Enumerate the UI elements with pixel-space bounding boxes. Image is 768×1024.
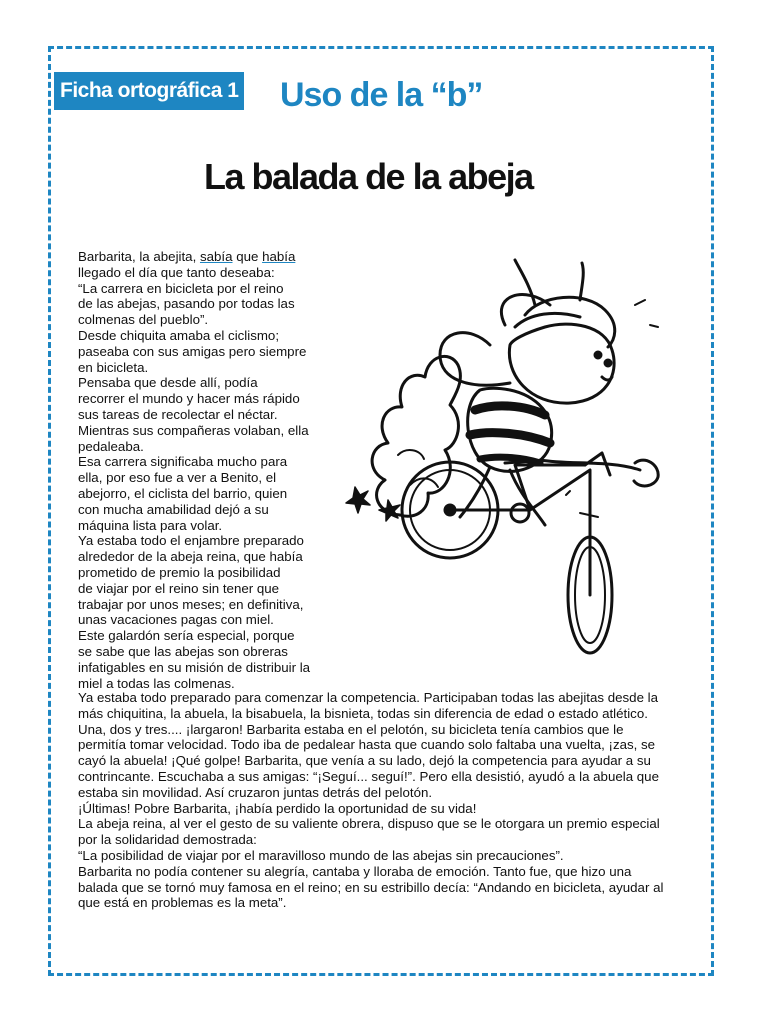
underlined-word-habia: había: [262, 249, 296, 264]
text-line: Pensaba que desde allí, podía: [78, 375, 258, 391]
text-line: contrincante. Escuchaba a sus amigas: “¡Seguí... seguí!”. Pero ella desistió, ayudó a la abuela que: [78, 768, 659, 784]
text-line: miel a todas las colmenas.: [78, 675, 235, 691]
text-line: “La carrera en bicicleta por el reino: [78, 280, 284, 296]
text-line: en bicicleta.: [78, 359, 149, 375]
story-first-line: [78, 249, 328, 265]
text-line: infatigables en su misión de distribuir la: [78, 659, 311, 675]
text-line: sus tareas de recolectar el néctar.: [78, 406, 278, 422]
text-line: paseaba con sus amigas pero siempre: [78, 343, 307, 359]
text-line: por la solidaridad demostrada:: [78, 832, 257, 848]
text-line: permitía tomar velocidad. Todo iba de pedalear hasta que cuando solo faltaba una vuelta, ¡zas, se: [78, 737, 656, 753]
text-line: colmenas del pueblo”.: [78, 312, 209, 328]
bee-on-bicycle-illustration: [340, 255, 690, 665]
text-line: máquina lista para volar.: [78, 517, 223, 533]
text-line: Una, dos y tres.... ¡largaron! Barbarita estaba en el pelotón, su bicicleta tenía cambios que le: [78, 721, 624, 737]
story-title: La balada de la abeja: [204, 156, 533, 197]
first-line-start: Barbarita, la abejita,: [78, 249, 200, 264]
text-line: Ya estaba todo preparado para comenzar la competencia. Participaban todas las abejitas desde la: [78, 690, 659, 705]
text-line: Ya estaba todo el enjambre preparado: [78, 533, 304, 549]
text-line: se sabe que las abejas son obreras: [78, 643, 288, 659]
text-line: estaba sin movilidad. Así cruzaron juntas detrás del pelotón.: [78, 784, 433, 800]
text-line: recorrer el mundo y hacer más rápido: [78, 391, 300, 407]
text-line: trabajar por unos meses; en definitiva,: [78, 596, 304, 612]
text-line: alrededor de la abeja reina, que había: [78, 549, 303, 565]
text-line: balada que se tornó muy famosa en el reino; en su estribillo decía: “Andando en bicicleta, ayudar al: [78, 879, 664, 895]
story-full-width-text: [78, 690, 678, 911]
text-line: Desde chiquita amaba el ciclismo;: [78, 327, 280, 343]
text-line: unas vacaciones pagas con miel.: [78, 612, 274, 628]
text-line: Este galardón sería especial, porque: [78, 628, 295, 644]
worksheet-heading: Uso de la “b”: [280, 76, 483, 114]
text-line: La abeja reina, al ver el gesto de su valiente obrera, dispuso que se le otorgara un premio especial: [78, 816, 660, 832]
text-line: más chiquitina, la abuela, la bisabuela, la bisnieta, todas sin diferencia de edad o estado atlético.: [78, 705, 648, 721]
underlined-word-sabia: sabía: [199, 249, 233, 264]
text-line: de viajar por el reino sin tener que: [78, 580, 280, 596]
text-line: de las abejas, pasando por todas las: [78, 296, 295, 312]
text-line: prometido de premio la posibilidad: [78, 564, 281, 580]
text-line: ¡Últimas! Pobre Barbarita, ¡había perdido la oportunidad de su vida!: [78, 800, 477, 816]
text-line: llegado el día que tanto deseaba:: [78, 264, 275, 280]
text-line: con mucha amabilidad dejó a su: [78, 501, 269, 517]
text-line: ella, por eso fue a ver a Benito, el: [78, 470, 277, 486]
text-line: que está en problemas es la meta”.: [78, 895, 287, 911]
text-line: pedaleaba.: [78, 438, 144, 454]
text-line: Mientras sus compañeras volaban, ella: [78, 422, 309, 438]
text-line: abejorro, el ciclista del barrio, quien: [78, 485, 288, 501]
text-line: “La posibilidad de viajar por el maravilloso mundo de las abejas sin precauciones”.: [78, 847, 564, 863]
worksheet-tag: Ficha ortográfica 1: [54, 72, 244, 110]
text-line: Esa carrera significaba mucho para: [78, 454, 288, 470]
text-line: Barbarita no podía contener su alegría, cantaba y lloraba de emoción. Tanto fue, que hizo una: [78, 863, 632, 879]
story-column-text: [78, 249, 328, 691]
text-line: cayó la abuela! ¡Qué golpe! Barbarita, que venía a su lado, dejó la competencia para ayudar a su: [78, 753, 651, 769]
first-line-middle: que: [232, 249, 263, 264]
